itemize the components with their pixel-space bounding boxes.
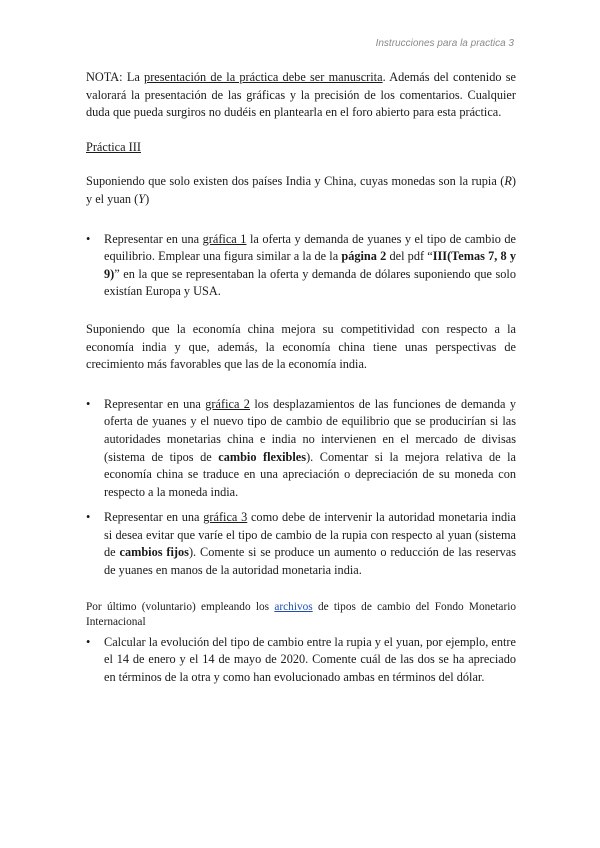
intro-y: Y [138, 191, 146, 206]
b1-bold-page: página 2 [341, 249, 387, 264]
page-header: Instrucciones para la practica 3 [375, 38, 514, 49]
b1-text4: ” en la que se representaban la oferta y demanda de dólares suponiendo que solo existían Europa y USA. [104, 266, 516, 299]
bullet-item-calcular: • Calcular la evolución del tipo de cambio entre la rupia y el yuan, por ejemplo, entre el 14 de enero y el 14 de mayo de 2020. Comente cuál de las dos se ha apreciado en términos de la otra y como han evolucionado ambas en términos del dólar. [86, 634, 516, 687]
intro-r: R [504, 174, 512, 189]
voluntario-paragraph [86, 600, 516, 631]
section-title: Práctica III [86, 139, 141, 154]
intro-mid: ) y el yuan ( [86, 174, 516, 206]
v-text2: de tipos de cambio del Fondo Monetario Internacional [86, 600, 516, 629]
voluntario-block [86, 600, 516, 631]
nota-rest: . Además del contenido se valorará la presentación de las gráficas y la precisión de los comentarios. Cualquier duda que pueda surgiros no dudéis en plantearla en el foro abierto para esta práctica. [86, 70, 516, 120]
b1-text3: del pdf “ [386, 249, 433, 264]
b3-text: Representar en una [104, 510, 204, 525]
b1-bold-temas: III(Temas 7, 8 y 9) [104, 249, 516, 281]
bullet-list-2 [86, 396, 516, 580]
nota-underlined: presentación de la práctica debe ser manuscrita [144, 70, 383, 84]
b2-text3: ). Comentar si la mejora relativa de la economía china se traduce en una apreciación o depreciación de su moneda con respecto a la moneda india. [104, 449, 516, 499]
grafica-2-link[interactable]: gráfica 2 [205, 396, 250, 411]
bullet-item-grafica-1 [86, 231, 516, 301]
b1-text: Representar en una [104, 231, 203, 246]
bullet-list-3 [86, 634, 516, 687]
bullet-item-grafica-2 [86, 396, 516, 502]
bullet-list-1 [86, 231, 516, 301]
b2-bold: cambio flexibles [218, 449, 307, 464]
b1-text2: la oferta y demanda de yuanes y el tipo de cambio de equilibrio. Emplear una figura similar a la de la [104, 231, 517, 264]
b3-text2: como debe de intervenir la autoridad monetaria india si desea evitar que varíe el tipo de cambio de la rupia con respecto al yuan (sistema de [104, 510, 516, 560]
nota-paragraph [86, 69, 516, 122]
b2-text: Representar en una [104, 396, 206, 411]
intro-end: ) [145, 191, 150, 206]
b3-bold: cambios fijos [119, 545, 189, 560]
competitividad-paragraph: Suponiendo que la economía china mejora su competitividad con respecto a la economía india y que, además, la economía china tiene unas perspectivas de crecimiento más favorables que las de la economía india. [86, 321, 516, 372]
intro-text: Suponiendo que solo existen dos países India y China, cuyas monedas son la rupia ( [86, 174, 505, 189]
nota-prefix: NOTA: La [86, 70, 145, 84]
grafica-3-link[interactable]: gráfica 3 [203, 510, 248, 525]
archivos-link[interactable]: archivos [274, 600, 313, 613]
grafica-1-link[interactable]: gráfica 1 [202, 231, 247, 246]
bullet-item-grafica-3 [86, 509, 516, 579]
v-text: Por último (voluntario) empleando los [86, 600, 275, 613]
document-body [86, 69, 516, 686]
b3-text3: ). Comente si se produce un aumento o reducción de las reservas de yuanes en manos de la autoridad monetaria india. [104, 545, 517, 578]
b2-text2: los desplazamientos de las funciones de demanda y oferta de yuanes y el nuevo tipo de cambio de equilibrio que se producirían si las autoridades monetarias china e india no intervienen en el mercado de divisas (sistema de tipos de [104, 396, 516, 464]
intro-paragraph [86, 173, 516, 208]
